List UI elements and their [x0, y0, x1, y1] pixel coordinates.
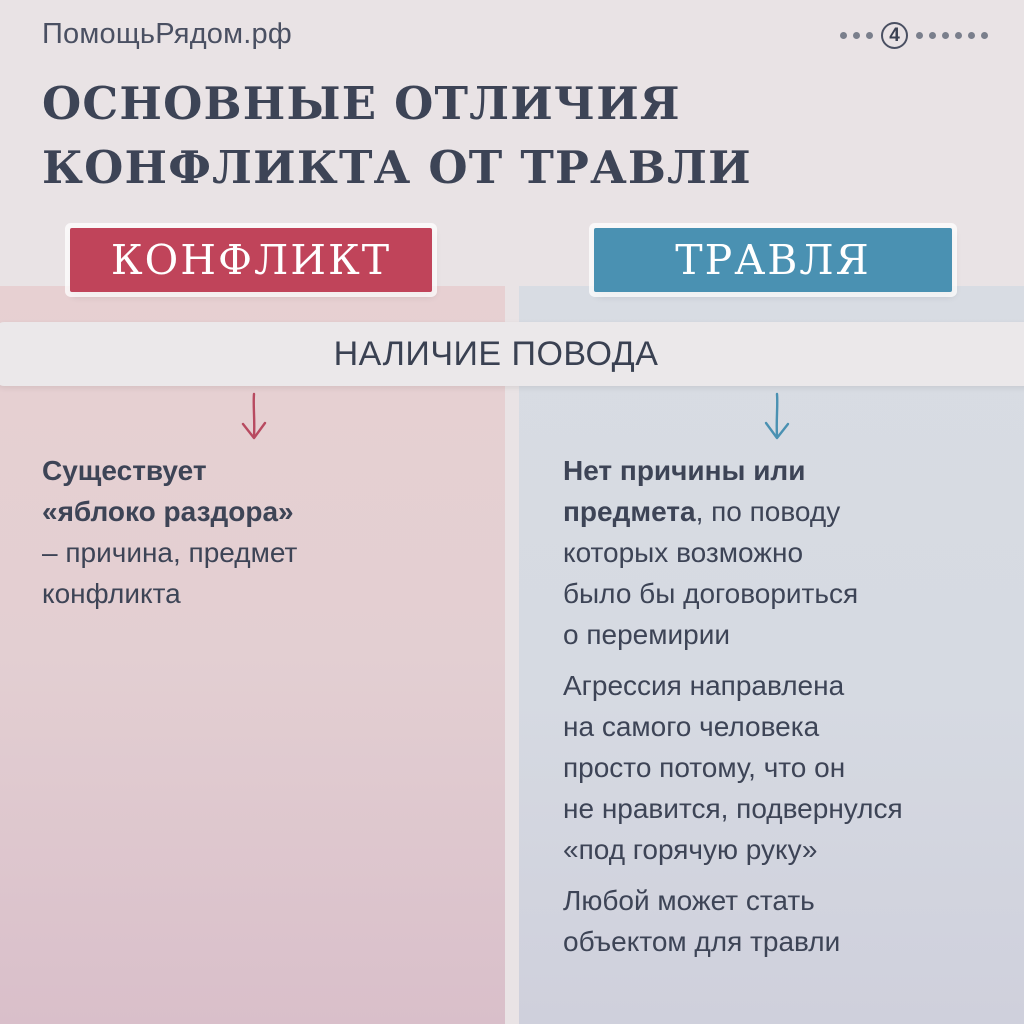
- arrow-down-icon: [757, 392, 797, 444]
- page-dot: [929, 32, 936, 39]
- bold-text: Существует: [42, 455, 207, 486]
- bullying-paragraph-1: [563, 450, 1003, 655]
- body-text: конфликта: [42, 578, 181, 609]
- site-name: ПомощьРядом.рф: [42, 18, 292, 50]
- page-dot: [840, 32, 847, 39]
- conflict-description: [42, 450, 462, 624]
- current-page-number: 4: [881, 22, 908, 49]
- bullying-label: ТРАВЛЯ: [594, 228, 952, 292]
- bullying-paragraph-3: [563, 880, 1003, 962]
- page-dot: [955, 32, 962, 39]
- body-text: просто потому, что он: [563, 752, 846, 783]
- conflict-paragraph: [42, 450, 462, 614]
- page-dot: [968, 32, 975, 39]
- body-text: которых возможно: [563, 537, 804, 568]
- page-dot: [981, 32, 988, 39]
- conflict-label: КОНФЛИКТ: [70, 228, 432, 292]
- title-line-1: ОСНОВНЫЕ ОТЛИЧИЯ: [42, 77, 681, 130]
- bold-text: «яблоко раздора»: [42, 496, 294, 527]
- page-dot: [853, 32, 860, 39]
- body-text: не нравится, подвернулся: [563, 793, 903, 824]
- body-text: – причина, предмет: [42, 537, 298, 568]
- body-text: Любой может стать: [563, 885, 815, 916]
- page-title: [42, 72, 942, 200]
- body-text: о перемирии: [563, 619, 730, 650]
- page-dot: [942, 32, 949, 39]
- page-dot: [866, 32, 873, 39]
- criterion-banner: [0, 322, 1024, 386]
- bullying-description: [563, 450, 1003, 972]
- bold-text: Нет причины или: [563, 455, 806, 486]
- page-indicator: [840, 22, 988, 49]
- arrow-down-icon: [234, 392, 274, 444]
- body-text: Агрессия направлена: [563, 670, 845, 701]
- body-text: объектом для травли: [563, 926, 841, 957]
- body-text: , по поводу: [695, 496, 841, 527]
- body-text: было бы договориться: [563, 578, 859, 609]
- page-dot: [916, 32, 923, 39]
- bullying-paragraph-2: [563, 665, 1003, 870]
- title-line-2: КОНФЛИКТА ОТ ТРАВЛИ: [42, 141, 752, 194]
- criterion-label: НАЛИЧИЕ ПОВОДА: [333, 334, 659, 373]
- body-text: на самого человека: [563, 711, 820, 742]
- body-text: «под горячую руку»: [563, 834, 818, 865]
- bold-text: предмета: [563, 496, 696, 527]
